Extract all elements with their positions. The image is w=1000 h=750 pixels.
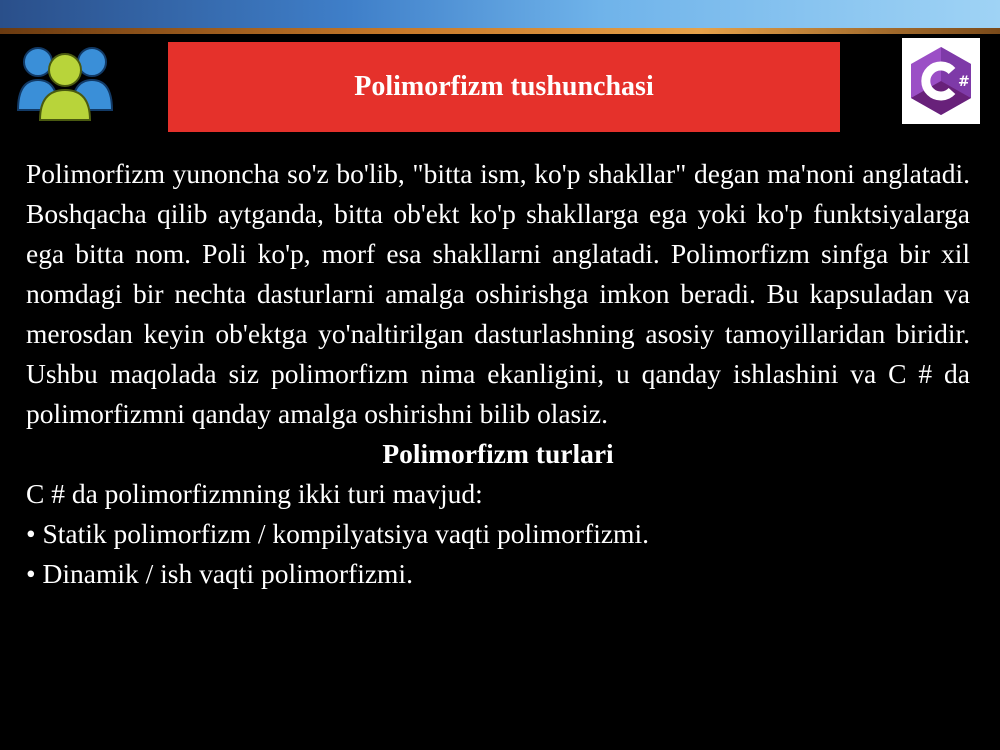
csharp-logo-icon [908, 45, 974, 117]
title-banner [168, 42, 840, 132]
section-subheading: Polimorfizm turlari [382, 438, 614, 469]
bullet-item-static: • Statik polimorfizm / kompilyatsiya vaqti polimorfizmi. [26, 518, 649, 549]
top-decorative-band [0, 0, 1000, 34]
intro-line: C # da polimorfizmning ikki turi mavjud: [26, 478, 483, 509]
csharp-logo-hash: # [958, 74, 970, 90]
users-group-icon [10, 40, 120, 126]
main-paragraph: Polimorfizm yunoncha so'z bo'lib, "bitta ism, ko'p shakllar" degan ma'noni anglatadi. Boshqacha qilib aytganda, bitta ob'ekt ko'p shakllarga ega yoki ko'p funktsiyalarga ega bitta nom. Poli ko'p, morf esa shakllarni anglatadi. Polimorfizm sinfga bir xil nomdagi bir nechta dasturlarni amalga oshirishga imkon beradi. Bu kapsuladan va merosdan keyin ob'ektga yo'naltirilgan dasturlashning asosiy tamoyillaridan biridir. Ushbu maqolada siz polimorfizm nima ekanligini, u qanday ishlashini va C # da polimorfizmni qanday amalga oshirishni bilib olasiz. [26, 158, 970, 429]
slide-content [26, 154, 970, 594]
csharp-logo-container [902, 38, 980, 124]
bullet-item-dynamic: • Dinamik / ish vaqti polimorfizmi. [26, 558, 413, 589]
header-left-panel [0, 34, 170, 120]
page-title: Polimorfizm tushunchasi [354, 71, 654, 102]
